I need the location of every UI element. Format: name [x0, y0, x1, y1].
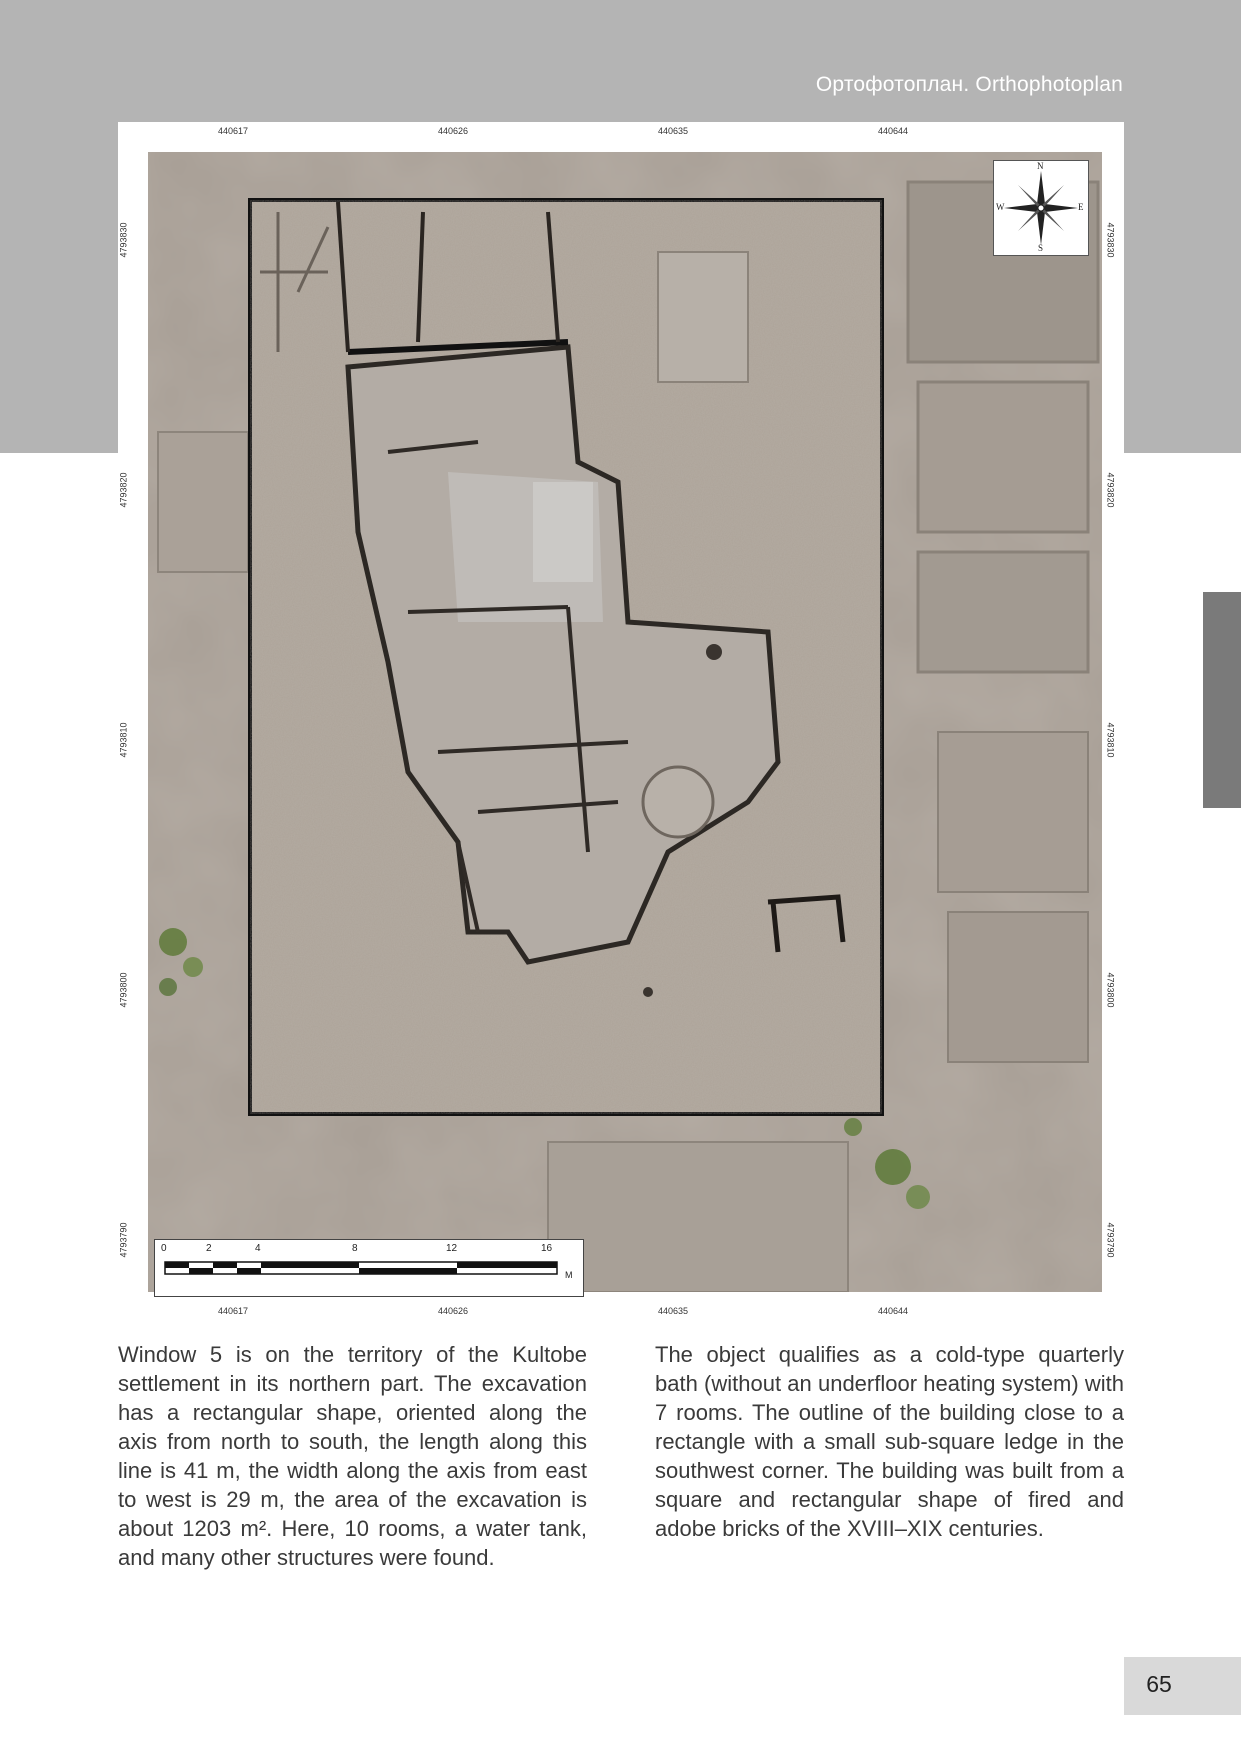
- y-tick-right-5: 4793790: [1105, 1222, 1116, 1258]
- compass-n: N: [1037, 161, 1044, 171]
- chapter-side-tab: [1203, 592, 1241, 808]
- scale-label-16: 16: [541, 1243, 553, 1254]
- scale-bar: [154, 1239, 584, 1297]
- x-tick-bottom-3: 440635: [658, 1306, 689, 1316]
- compass-rose-icon: [994, 161, 1088, 255]
- body-paragraph-right: The object qualifies as a cold-type quarterly bath (without an underfloor heating system) with 7 rooms. The outline of the building close to a rectangle with a small sub-square ledge in the southwest corner. The building was built from a square and rectangular shape of fired and adobe bricks of the XVIII–XIX centuries.: [655, 1342, 1124, 1541]
- y-tick-right-3: 4793810: [1105, 722, 1116, 758]
- scale-label-0: 0: [161, 1243, 167, 1254]
- north-arrow: [993, 160, 1089, 256]
- scale-label-12: 12: [446, 1243, 458, 1254]
- page-number: 65: [1146, 1671, 1172, 1697]
- scale-unit: M: [565, 1270, 573, 1280]
- scale-label-8: 8: [352, 1243, 358, 1254]
- x-tick-top-2: 440626: [438, 126, 469, 136]
- compass-w: W: [996, 202, 1005, 212]
- compass-e: E: [1078, 202, 1084, 212]
- x-tick-top-3: 440635: [658, 126, 689, 136]
- x-tick-bottom-2: 440626: [438, 1306, 469, 1316]
- y-tick-right-4: 4793800: [1105, 972, 1116, 1008]
- y-tick-left-4: 4793800: [118, 972, 129, 1008]
- orthophoto-map: [118, 122, 1124, 1322]
- y-tick-right-1: 4793830: [1105, 222, 1116, 258]
- x-tick-bottom-4: 440644: [878, 1306, 909, 1316]
- scale-bar-graphic: [155, 1240, 583, 1296]
- page-number-box: [1124, 1657, 1241, 1715]
- body-paragraph-left: Window 5 is on the territory of the Kultobe settlement in its northern part. The excavation has a rectangular shape, oriented along the axis from north to south, the length along this line is 41 m, the width along the axis from east to west is 29 m, the area of the excavation is about 1203 m². Here, 10 rooms, a water tank, and many other structures were found.: [118, 1342, 587, 1570]
- page-header-title: Ортофотоплан. Orthophotoplan: [815, 73, 1123, 96]
- aerial-photo: [148, 152, 1102, 1292]
- scale-label-4: 4: [255, 1243, 261, 1254]
- x-tick-top-1: 440617: [218, 126, 249, 136]
- y-tick-right-2: 4793820: [1105, 472, 1116, 508]
- y-tick-left-1: 4793830: [118, 222, 129, 258]
- y-tick-left-5: 4793790: [118, 1222, 129, 1258]
- scale-label-2: 2: [206, 1243, 212, 1254]
- compass-s: S: [1038, 243, 1044, 253]
- y-tick-left-3: 4793810: [118, 722, 129, 758]
- y-tick-left-2: 4793820: [118, 472, 129, 508]
- x-tick-bottom-1: 440617: [218, 1306, 249, 1316]
- x-tick-top-4: 440644: [878, 126, 909, 136]
